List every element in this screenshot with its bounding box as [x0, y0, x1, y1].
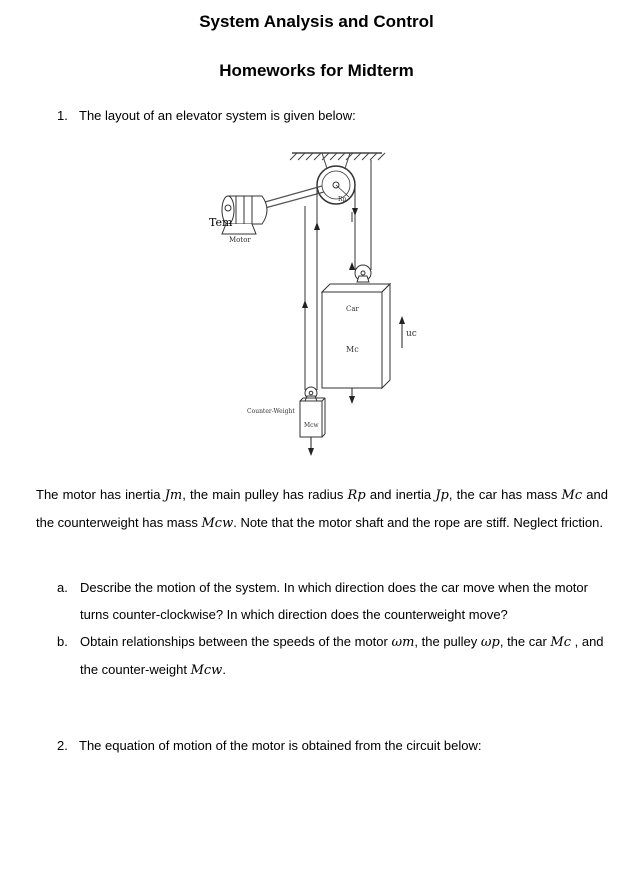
question-1b-label: b. [57, 634, 68, 649]
counterweight-mass-label: Mcw [304, 422, 319, 429]
question-1b-text: Obtain relationships between the speeds of the motor ωm, the pulley ωp, the car Mc , and the counter-weight Mcw. [80, 634, 604, 678]
motor-torque-label: Tem [209, 216, 233, 229]
cw-gravity-arrow [308, 437, 314, 456]
question-1-description: The motor has inertia Jm, the main pulley has radius Rp and inertia Jp, the car has mass Mc and the counterweight has mass Mcw. Note that the motor shaft and the rope are stiff. Neglect friction. [36, 487, 608, 531]
pulley-speed-symbol: ωp [480, 635, 500, 650]
motor-label: Motor [229, 236, 251, 244]
motor-speed-symbol: ωm [391, 635, 415, 650]
question-2-heading [57, 738, 482, 753]
velocity-arrow [399, 316, 405, 348]
motor-shaft [265, 186, 324, 208]
cw-pulley [305, 387, 317, 401]
question-1a-text: Describe the motion of the system. In which direction does the car move when the motor turns counter-clockwise? In which direction does the counterweight move? [80, 580, 588, 622]
ceiling [290, 153, 385, 160]
question-2-text: The equation of motion of the motor is obtained from the circuit below: [79, 738, 482, 753]
car-pulley-arrow [349, 262, 355, 270]
car-box [322, 284, 390, 388]
pulley-radius-label: Rp [338, 196, 347, 203]
page-title: System Analysis and Control [199, 12, 434, 31]
page-subtitle: Homeworks for Midterm [219, 61, 414, 80]
counterweight-box [300, 398, 325, 437]
velocity-label: uc [406, 329, 417, 339]
cw-symbol: Mcw [190, 663, 223, 678]
counterweight-label: Counter-Weight [247, 408, 295, 415]
question-1a-label: a. [57, 580, 68, 595]
pulley-radius-symbol: Rp [347, 488, 366, 503]
question-1a [57, 574, 607, 628]
car-label: Car [346, 305, 359, 313]
car-symbol: Mc [550, 635, 572, 650]
car-mass-label: Mc [346, 345, 359, 354]
question-1-number: 1. [57, 108, 68, 123]
question-1b [57, 628, 607, 684]
question-2-number: 2. [57, 738, 68, 753]
car-mass-symbol: Mc [561, 488, 583, 503]
car-gravity-arrow [349, 388, 355, 404]
pulley-inertia-symbol: Jp [435, 488, 449, 503]
motor-inertia-symbol: Jm [164, 488, 183, 503]
cw-mass-symbol: Mcw [201, 516, 234, 531]
question-1-text: The layout of an elevator system is given below: [79, 108, 356, 123]
car-pulley [355, 265, 371, 282]
